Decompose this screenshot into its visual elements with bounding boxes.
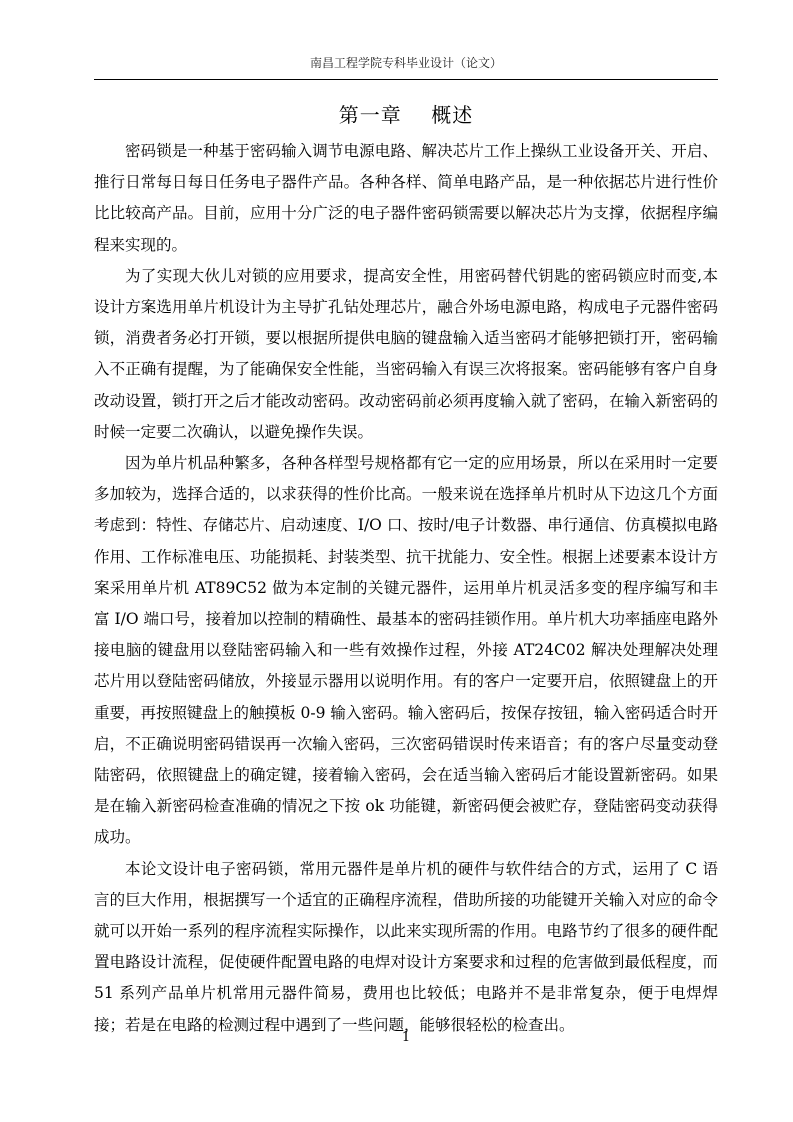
paragraph-1: 密码锁是一种基于密码输入调节电源电路、解决芯片工作上操纵工业设备开关、开启、推行日常每日每日任务电子器件产品。各种各样、简单电路产品，是一种依据芯片进行性价比比较高产品。目前，应用十分广泛的电子器件密码锁需要以解决芯片为支撑，依据程序编程来实现的。 [94, 142, 718, 254]
paragraph-2: 为了实现大伙儿对锁的应用要求，提高安全性，用密码替代钥匙的密码锁应时而变,本设计方案选用单片机设计为主导扩孔钻处理芯片，融合外场电源电路，构成电子元器件密码锁，消费者务必打开锁，要以根据所提供电脑的键盘输入适当密码才能够把锁打开，密码输入不正确有提醒，为了能确保安全性能，当密码输入有误三次将报案。密码能够有客户自身改动设置，锁打开之后才能改动密码。改动密码前必须再度输入就了密码，在输入新密码的时候一定要二次确认，以避免操作失误。 [94, 266, 718, 441]
paragraph-4: 本论文设计电子密码锁，常用元器件是单片机的硬件与软件结合的方式，运用了 C 语言的巨大作用，根据撰写一个适宜的正确程序流程，借助所接的功能键开关输入对应的命令就可以开始一系列的程序流程实际操作，以此来实现所需的作用。电路节约了很多的硬件配置电路设计流程，促使硬件配置电路的电焊对设计方案要求和过程的危害做到最低程度，而 51 系列产品单片机常用元器件简易，费用也比较低；电路并不是非常复杂，便于电焊焊接；若是在电路的检测过程中遇到了一些问题，能够很轻松的检查出。 [94, 859, 718, 1034]
page-header: 南昌工程学院专科毕业设计（论文） [309, 56, 502, 70]
document-body [94, 136, 718, 1041]
chapter-title: 第一章 概述 [338, 103, 474, 127]
page-number: 1 [401, 1030, 411, 1045]
header-divider [94, 79, 718, 80]
paragraph-3: 因为单片机品种繁多，各种各样型号规格都有它一定的应用场景，所以在采用时一定要多加较为，选择合适的，以求获得的性价比高。一般来说在选择单片机时从下边这几个方面考虑到：特性、存储芯片、启动速度、I/O 口、按时/电子计数器、串行通信、仿真模拟电路作用、工作标准电压、功能损耗、封装类型、抗干扰能力、安全性。根据上述要素本设计方案采用单片机 AT89C52 做为本定制的关键元器件，运用单片机灵活多变的程序编写和丰富 I/O 端口号，接着加以控制的精确性、最基本的密码挂锁作用。单片机大功率插座电路外接电脑的键盘用以登陆密码输入和一些有效操作过程，外接 AT24C02 解决处理解决处理芯片用以登陆密码储放，外接显示器用以说明作用。有的客户一定要开启，依照键盘上的开重要，再按照键盘上的触摸板 0-9 输入密码。输入密码后，按保存按钮，输入密码适合时开启，不正确说明密码错误再一次输入密码，三次密码错误时传来语音；有的客户尽量变动登陆密码，依照键盘上的确定键，接着输入密码，会在适当输入密码后才能设置新密码。如果是在输入新密码检查准确的情况之下按 ok 功能键，新密码便会被贮存，登陆密码变动获得成功。 [94, 454, 718, 847]
